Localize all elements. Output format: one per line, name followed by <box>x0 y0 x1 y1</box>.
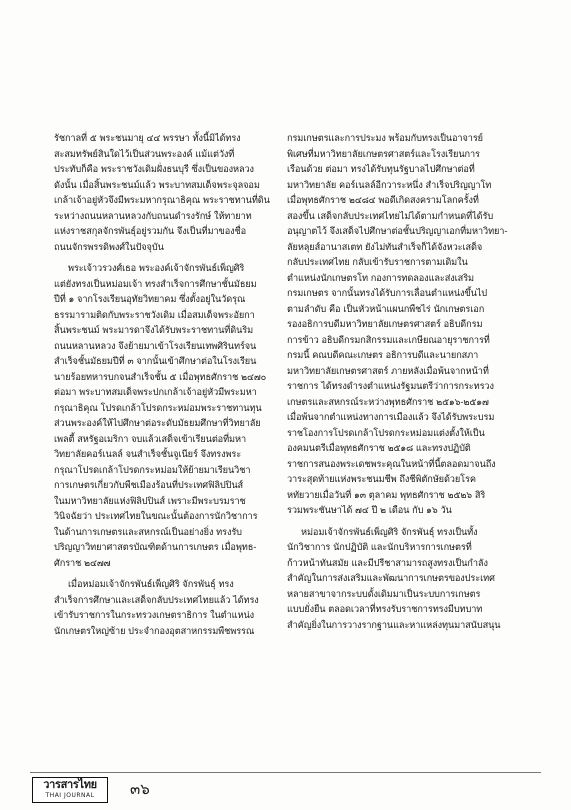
text-line: กลับประเทศไทย กลับเข้ารับราชการตามเดิมใน <box>287 257 468 268</box>
footer-divider <box>30 772 541 773</box>
text-line: สำเร็จชั้นมัธยมปีที่ ๓ จากนั้นเข้าศึกษาต่อในโรงเรียน <box>54 356 257 367</box>
text-line: สองขึ้น เสด็จกลับประเทศไทยไม่ได้ตามกำหนดที่ได้รับ <box>287 210 494 222</box>
text-line: ส่วนพระองค์ให้ไปศึกษาต่อระดับมัธยมศึกษาที่วิทยาลัย <box>54 418 261 429</box>
text-line: กรุณาโปรดเกล้าโปรดกระหม่อมให้ย้ายมาเรียนวิชา <box>54 464 251 476</box>
text-line: วินิจฉัยว่า ประเทศไทยในขณะนั้นต้องการนักวิชาการ <box>54 511 258 522</box>
text-line: เกล้าเจ้าอยู่หัวจึงมีพระมหากรุณาธิคุณ พระราชทานที่ดิน <box>54 195 270 206</box>
text-line: การข้าว อธิบดีกรมกสิกรรมและเกษียณอายุราชการที่ <box>287 334 490 346</box>
text-line: ถนนจักรพรรดิพงศ์ในปัจจุบัน <box>54 241 164 253</box>
text-line: ราชโองการโปรดเกล้าโปรดกระหม่อมแต่งตั้งให้เป็น <box>287 427 485 439</box>
text-line: ลัยหลุยส์อานาสเตท ยังไม่ทันสำเร็จก็ได้จังหวะเสด็จ <box>287 241 483 253</box>
text-line: สำเร็จการศึกษาและเสด็จกลับประเทศไทยแล้ว ได้ทรง <box>54 594 259 606</box>
text-line: เข้ารับราชการในกระทรวงเกษตราธิการ ในตำแหน่ง <box>54 610 255 621</box>
text-line: ดังนั้น เมื่อสิ้นพระชนม์แล้ว พระบาทสมเด็จพระจุลจอม <box>54 179 260 191</box>
text-line: มหาวิทยาลัย คอร์เนลล์อีกวาระหนึ่ง สำเร็จปริญญาโท <box>287 179 492 191</box>
text-line: สำคัญยิ่งในการวางรากฐานและหาแหล่งทุนมาสนับสนุน <box>287 619 501 631</box>
text-line: ตำแหน่งนักเกษตรโท กองการทดลองและส่งเสริม <box>287 272 474 284</box>
text-line: สิ้นพระชนม์ พระมารดาจึงได้รับพระราชทานที่ดินริม <box>54 325 254 336</box>
text-line: วิทยาลัยคอร์เนลล์ จนสำเร็จชั้นจูเนียร์ จึงทรงพระ <box>54 449 242 460</box>
text-line: ถนนหลานหลวง จึงย้ายมาเข้าโรงเรียนเทพศิรินทร์จน <box>54 340 257 352</box>
text-line: ปีที่ ๑ จากโรงเรียนอุทัยวิทยาคม ซึ่งตั้งอยู่ในวัดรุณ <box>54 294 246 305</box>
text-line: รองอธิการบดีมหาวิทยาลัยเกษตรศาสตร์ อธิบดีกรม <box>287 319 483 330</box>
text-line: เมื่อหม่อมเจ้าจักรพันธ์เพ็ญศิริ จักรพันธุ์ ทรง <box>68 579 234 590</box>
text-line: ก้าวหน้าทันสมัย และมีปรีชาสามารถสูงทรงเป็นกำลัง <box>287 557 488 569</box>
text-line: รวมพระชันษาได้ ๗๔ ปี ๒ เดือน กับ ๑๖ วัน <box>287 505 452 516</box>
text-line: ในมหาวิทยาลัยแห่งฟิลิปปินส์ เพราะมีพระบรมราช <box>54 495 246 507</box>
text-line: เมื่อพ้นจากตำแหน่งทางการเมืองแล้ว จึงได้รับพระบรม <box>287 412 495 423</box>
right-column <box>287 131 518 633</box>
logo-subtitle: THAI JOURNAL <box>45 792 95 799</box>
text-line: สำคัญในการส่งเสริมและพัฒนาการเกษตรของประเทศ <box>287 573 495 584</box>
text-line: สะสมทรัพย์สินใดไว้เป็นส่วนพระองค์ แม้แต่วังที่ <box>54 148 235 160</box>
text-line: พิเศษที่มหาวิทยาลัยเกษตรศาสตร์และโรงเรียนการ <box>287 148 480 160</box>
text-line: นายร้อยทหารบกจนสำเร็จชั้น ๕ เมื่อพุทธศักราช ๒๔๗๐ <box>54 371 267 383</box>
left-column <box>54 131 282 639</box>
text-line: กรุณาธิคุณ โปรดเกล้าโปรดกระหม่อมพระราชทานทุน <box>54 402 262 414</box>
text-line: กรมนี้ คณบดีคณะเกษตร อธิการบดีและนายกสภา <box>287 350 479 361</box>
logo-title: วารสารไทย <box>43 778 97 791</box>
text-line: ราชการ ได้ทรงดำรงตำแหน่งรัฐมนตรีว่าการกระทรวง <box>287 381 494 392</box>
text-line: ปริญญาวิทยาศาสตรบัณฑิตด้านการเกษตร เมื่อพุทธ- <box>54 542 257 553</box>
text-line: เรือนด้วย ต่อมา ทรงได้รับทุนรัฐบาลไปศึกษาต่อที่ <box>287 164 475 175</box>
text-line: พระเจ้าวรวงศ์เธอ พระองค์เจ้าจักรพันธ์เพ็ญศิริ <box>68 263 245 274</box>
text-line: มหาวิทยาลัยเกษตรศาสตร์ ภายหลังเมื่อพ้นจากหน้าที่ <box>287 365 489 377</box>
text-line: กรมเกษตร จากนั้นทรงได้รับการเลื่อนตำแหน่งขึ้นไป <box>287 288 488 299</box>
text-line: รัชกาลที่ ๕ พระชนมายุ ๔๔ พรรษา ทั้งนี้มิได้ทรง <box>54 133 241 144</box>
text-line: ในด้านการเกษตรและสหกรณ์เป็นอย่างยิ่ง ทรงรับ <box>54 526 242 538</box>
text-line: หม่อมเจ้าจักรพันธ์เพ็ญศิริ จักรพันธุ์ ทรงเป็นทั้ง <box>301 526 478 538</box>
text-line: อนุญาตไว้ จึงเสด็จไปศึกษาต่อชั้นปริญญาเอกที่มหาวิทยา- <box>287 226 508 237</box>
text-line: องคมนตรีเมื่อพุทธศักราช ๒๕๑๘ และทรงปฏิบัติ <box>287 443 471 454</box>
text-line: นักวิชาการ นักปฏิบัติ และนักบริหารการเกษตรที่ <box>287 542 472 553</box>
text-line: หทัยวายเมื่อวันที่ ๑๓ ตุลาคม พุทธศักราช ๒๕๒๖ สิริ <box>287 489 486 501</box>
text-line: ธรรมารามติดกับพระราชวังเดิม เมื่อสมเด็จพระอัยกา <box>54 309 255 321</box>
text-line: ศักราช ๒๔๗๗ <box>54 557 111 569</box>
text-line: ระหว่างถนนหลานหลวงกับถนนดำรงรักษ์ ให้ทายาท <box>54 210 252 222</box>
text-line: การเกษตรเกี่ยวกับพืชเมืองร้อนที่ประเทศฟิลิปปินส์ <box>54 480 244 491</box>
text-line: เกษตรและสหกรณ์ระหว่างพุทธศักราช ๒๕๑๖-๒๕๑๗ <box>287 396 489 408</box>
text-line: เมื่อพุทธศักราช ๒๔๘๔ พอดีเกิดสงครามโลกครั้งที่ <box>287 195 479 206</box>
text-line: เพลตี้ สหรัฐอเมริกา จบแล้วเสด็จเข้าเรียนต่อที่มหา <box>54 433 247 445</box>
text-line: แบบยั่งยืน ตลอดเวลาที่ทรงรับราชการทรงมีบทบาท <box>287 604 483 615</box>
text-line: วาระสุดท้ายแห่งพระชนมชีพ ถึงชีพิตักษัยด้วยโรค <box>287 474 476 485</box>
text-line: ต่อมา พระบาทสมเด็จพระปกเกล้าเจ้าอยู่หัวมีพระมหา <box>54 387 257 398</box>
text-line: ประทับก็คือ พระราชวังเดิมฝั่งธนบุรี ซึ่งเป็นของหลวง <box>54 164 254 175</box>
page-number: ๓๖ <box>130 780 150 798</box>
text-line: หลายสาขาจากระบบดั้งเดิมมาเป็นระบบการเกษตร <box>287 588 481 600</box>
text-line: ราชการสนองพระเดชพระคุณในหน้าที่นี้ตลอดมาจนถึง <box>287 458 496 470</box>
journal-logo <box>32 777 108 803</box>
text-line: แต่ยังทรงเป็นหม่อมเจ้า ทรงสำเร็จการศึกษาชั้นมัธยม <box>54 278 257 290</box>
text-line: ตามลำดับ คือ เป็นหัวหน้าแผนกพืชไร่ นักเกษตรเอก <box>287 303 485 315</box>
text-line: กรมเกษตรและการประมง พร้อมกับทรงเป็นอาจารย์ <box>287 133 483 144</box>
text-line: นักเกษตรใหญ่ซ้าย ประจำกองอุตสาหกรรมพืชพรรณ <box>54 625 255 637</box>
text-line: แห่งราชสกุลจักรพันธุ์อยู่รวมกัน จึงเป็นที่มาของชื่อ <box>54 226 247 237</box>
